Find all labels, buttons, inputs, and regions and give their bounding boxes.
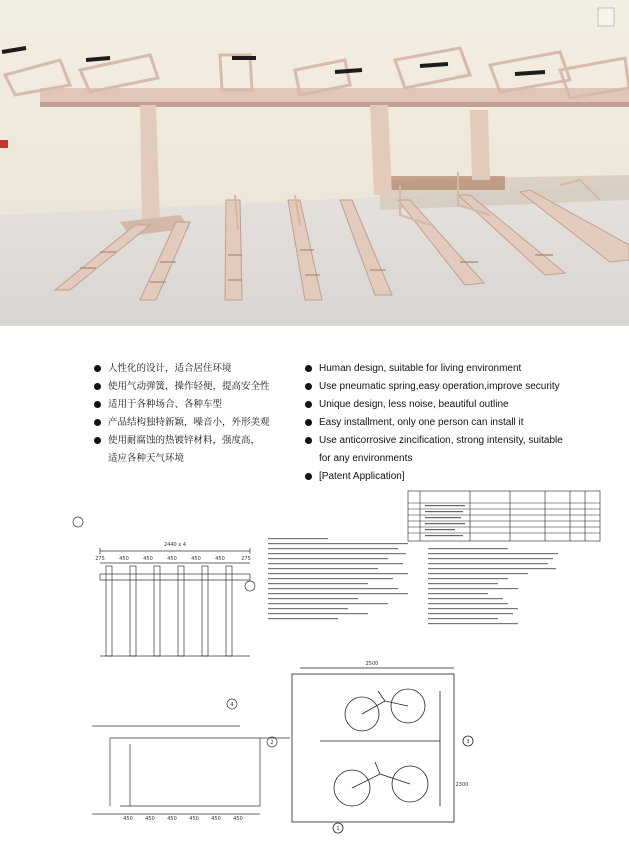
feature-item-continued xyxy=(305,450,605,468)
callout-label: 3 xyxy=(466,739,470,745)
bottom-dim-label: 450 xyxy=(189,816,199,822)
bullet-icon xyxy=(305,365,312,372)
side-elevation xyxy=(92,699,290,814)
bottom-dim-label: 450 xyxy=(167,816,177,822)
feature-text: Easy installment, only one person can install it xyxy=(319,417,524,428)
feature-item xyxy=(305,396,605,414)
technical-drawings xyxy=(0,486,629,846)
feature-text: Human design, suitable for living environment xyxy=(319,363,522,374)
feature-item xyxy=(94,396,304,414)
spacing-label: 275 xyxy=(241,556,251,562)
feature-list xyxy=(0,360,629,480)
feature-item xyxy=(305,378,605,396)
feature-text: Use anticorrosive zincification, strong intensity, suitable xyxy=(319,435,563,446)
spacing-label: 450 xyxy=(215,556,225,562)
feature-item xyxy=(94,360,304,378)
feature-text: Unique design, less noise, beautiful outline xyxy=(319,399,509,410)
feature-text: 人性化的设计，适合居住环境 xyxy=(108,363,232,374)
feature-item xyxy=(305,432,605,450)
bullet-icon xyxy=(94,383,101,390)
feature-item-continued xyxy=(94,450,304,468)
bullet-icon xyxy=(305,473,312,480)
spacing-label: 450 xyxy=(191,556,201,562)
feature-text: 产品结构独特新颖，噪音小，外形美观 xyxy=(108,417,270,428)
feature-list-english xyxy=(305,360,605,486)
spacing-label: 450 xyxy=(119,556,129,562)
bullet-icon xyxy=(305,419,312,426)
front-elevation xyxy=(73,517,255,656)
feature-item xyxy=(94,432,304,450)
bottom-dim-label: 450 xyxy=(211,816,221,822)
feature-item xyxy=(305,468,605,486)
product-photo xyxy=(0,0,629,326)
bicycle-side-view xyxy=(292,668,473,833)
spacing-label: 450 xyxy=(167,556,177,562)
feature-text: 适用于各种场合、各种车型 xyxy=(108,399,223,410)
bullet-icon xyxy=(305,401,312,408)
bottom-dim-label: 450 xyxy=(145,816,155,822)
bullet-icon xyxy=(94,437,101,444)
feature-text: [Patent Application] xyxy=(319,471,405,482)
bullet-icon xyxy=(305,437,312,444)
bullet-icon xyxy=(94,365,101,372)
bottom-dim-label: 450 xyxy=(123,816,133,822)
callout-label: 4 xyxy=(230,702,234,708)
feature-item xyxy=(94,378,304,396)
bullet-icon xyxy=(305,383,312,390)
top-dimension-label: 2440 x 4 xyxy=(163,542,187,548)
feature-item xyxy=(305,360,605,378)
title-block-table xyxy=(408,491,600,541)
feature-text: 使用耐腐蚀的热镀锌材料，强度高， xyxy=(108,435,261,446)
feature-text: 使用气动弹簧，操作轻便，提高安全性 xyxy=(108,381,270,392)
spacing-label: 275 xyxy=(95,556,105,562)
side-width-label: 2500 xyxy=(365,661,379,667)
side-height-label: 2300 xyxy=(455,782,469,788)
feature-text: for any environments xyxy=(319,453,413,464)
callout-label: 1 xyxy=(336,826,340,832)
spacing-label: 450 xyxy=(143,556,153,562)
callout-label: 2 xyxy=(270,740,274,746)
feature-item xyxy=(94,414,304,432)
feature-item xyxy=(305,414,605,432)
drawing-notes xyxy=(268,538,558,624)
feature-text: 适应各种天气环境 xyxy=(108,453,185,464)
bullet-icon xyxy=(94,419,101,426)
feature-list-chinese xyxy=(94,360,304,468)
bullet-icon xyxy=(94,401,101,408)
bottom-dim-label: 450 xyxy=(233,816,243,822)
feature-text: Use pneumatic spring,easy operation,improve security xyxy=(319,381,560,392)
